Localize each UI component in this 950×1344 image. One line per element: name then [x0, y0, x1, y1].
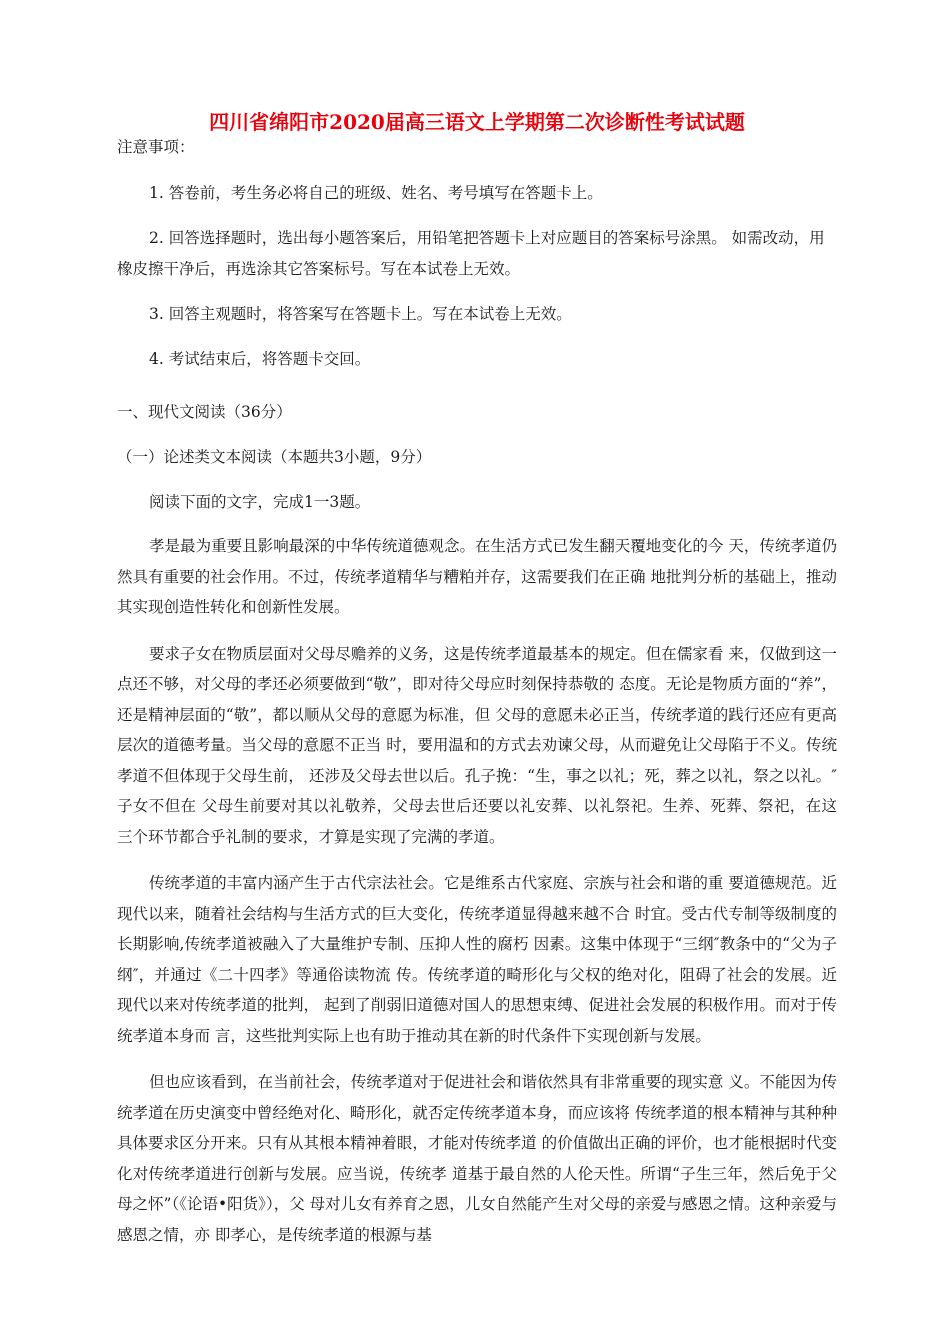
notice-item-4: 4. 考试结束后，将答题卡交回。	[149, 350, 371, 368]
subsection-heading: （一）论述类文本阅读（本题共3小题，9分）	[117, 448, 432, 466]
passage-paragraph-1: 孝是最为重要且影响最深的中华传统道德观念。在生活方式已发生翻天覆地变化的今 天，传统孝道仍然具有重要的社会作用。不过，传统孝道精华与糟粕并存，这需要我们在正确 地批判分析的基础上，推动其实现创造性转化和创新性发展。	[117, 537, 837, 616]
passage-paragraph-2: 要求子女在物质层面对父母尽赡养的义务，这是传统孝道最基本的规定。但在儒家看 来，仅做到这一点还不够，对父母的孝还必须要做到“敬”，即对待父母应时刻保持恭敬的 态度。无论是物质方面的“养”，还是精神层面的“敬”，都以顺从父母的意愿为标准，但 父母的意愿未必正当，传统孝道的践行还应有更高层次的道德考量。当父母的意愿不正当 时，要用温和的方式去劝谏父母，从而避免让父母陷于不义。传统孝道不但体现于父母生前， 还涉及父母去世以后。孔子挽：“生，事之以礼；死，葬之以礼，祭之以礼。″子女不但在 父母生前要对其以礼敬养，父母去世后还要以礼安葬、以礼祭祀。生养、死葬、祭祀，在这 三个环节都合乎礼制的要求，才算是实现了完满的孝道。	[117, 644, 837, 846]
passage-paragraph-4: 但也应该看到，在当前社会，传统孝道对于促进社会和谐依然具有非常重要的现实意 义。不能因为传统孝道在历史演变中曾经绝对化、畸形化，就否定传统孝道本身，而应该将 传统孝道的根本精神与其种种具体要求区分开来。只有从其根本精神着眼，才能对传统孝道 的价值做出正确的评价，也才能根据时代变化对传统孝道进行创新与发展。应当说，传统孝 道基于最自然的人伦天性。所谓“子生三年，然后免于父母之怀”（《论语•阳货》），父 母对儿女有养育之恩，儿女自然能产生对父母的亲爱与感恩之情。这种亲爱与感恩之情，亦 即孝心，是传统孝道的根源与基	[117, 1073, 837, 1244]
notice-item-2: 2. 回答选择题时，选出每小题答案后，用铅笔把答题卡上对应题目的答案标号涂黑。 如需改动，用橡皮擦干净后，再选涂其它答案标号。写在本试卷上无效。	[117, 229, 825, 278]
reading-instruction: 阅读下面的文字，完成1一3题。	[149, 493, 371, 511]
notice-item-3: 3. 回答主观题时，将答案写在答题卡上。写在本试卷上无效。	[149, 305, 572, 323]
document-title: 四川省绵阳市2020届高三语文上学期第二次诊断性考试试题	[209, 110, 745, 134]
section-heading: 一、现代文阅读（36分）	[117, 403, 292, 421]
notice-label: 注意事项：	[117, 138, 195, 156]
passage-paragraph-3: 传统孝道的丰富内涵产生于古代宗法社会。它是维系古代家庭、宗族与社会和谐的重 要道德规范。近现代以来，随着社会结构与生活方式的巨大变化，传统孝道显得越来越不合 时宜。受古代专制等级制度的长期影响,传统孝道被融入了大量维护专制、压抑人性的腐朽 因素。这集中体现于“三纲″教条中的“父为子纲″，并通过《二十四孝》等通俗读物流 传。传统孝道的畸形化与父权的绝对化，阻碍了社会的发展。近现代以来对传统孝道的批判， 起到了削弱旧道德对国人的思想束缚、促进社会发展的积极作用。而对于传统孝道本身而 言，这些批判实际上也有助于推动其在新的时代条件下实现创新与发展。	[117, 874, 837, 1045]
notice-item-1: 1. 答卷前，考生务必将自己的班级、姓名、考号填写在答题卡上。	[149, 184, 603, 202]
document-page	[117, 108, 837, 1250]
